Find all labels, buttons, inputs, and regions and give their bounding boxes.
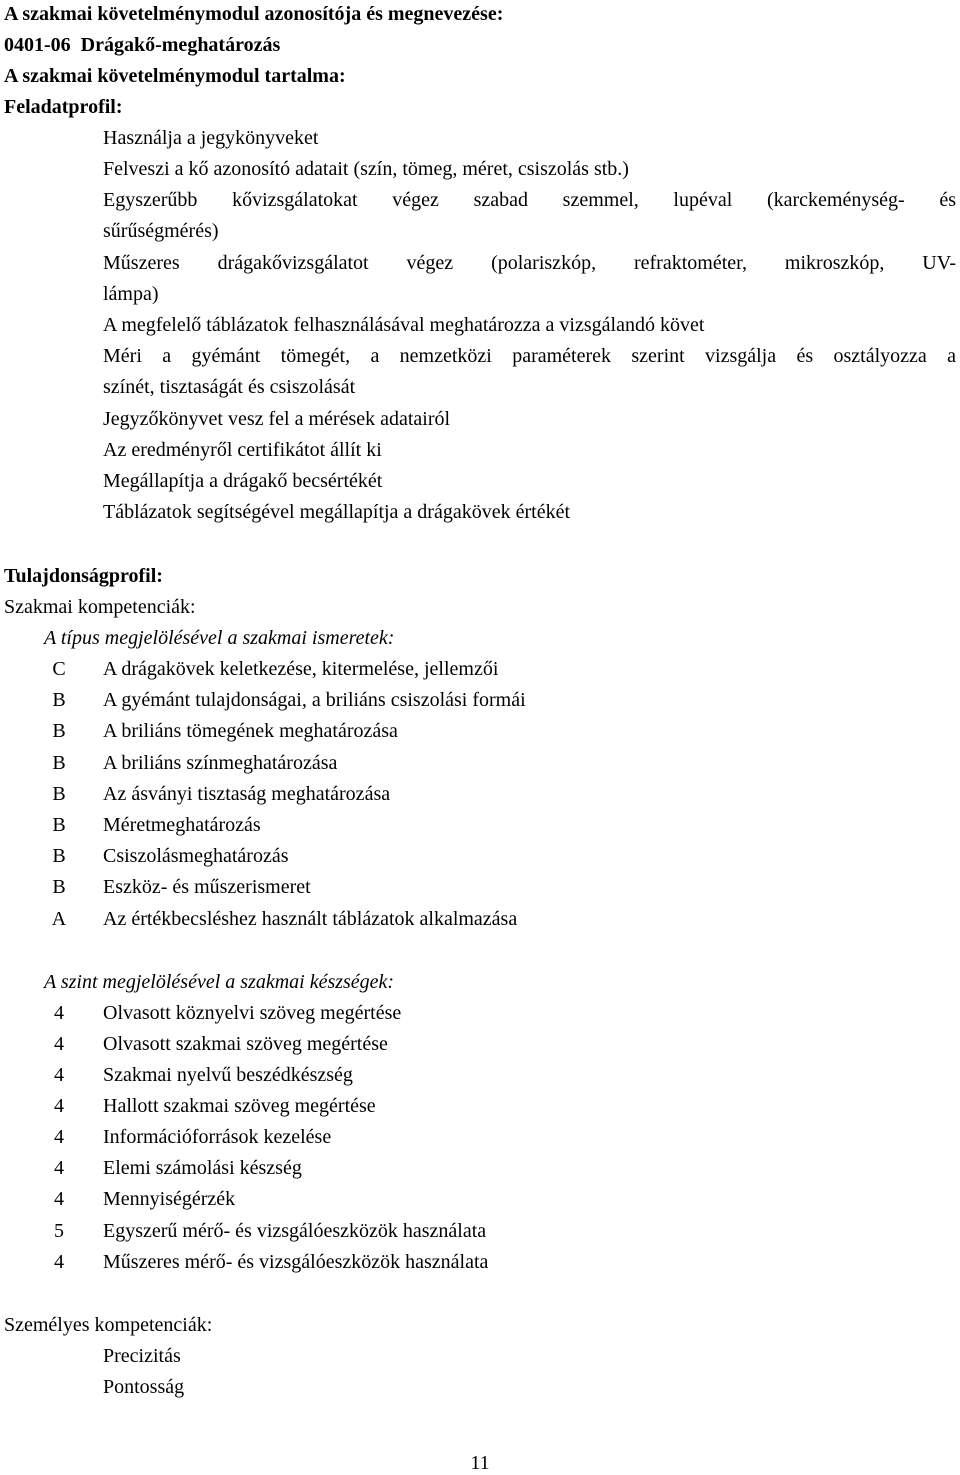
knowledge-code: A — [51, 908, 67, 930]
content-label: A szakmai követelménymodul tartalma: — [4, 65, 346, 87]
knowledge-code: B — [52, 752, 66, 774]
skill-level: 4 — [54, 1033, 64, 1055]
skill-item: Egyszerű mérő- és vizsgálóeszközök használata — [103, 1220, 487, 1242]
task-item: Használja a jegykönyveket — [103, 127, 319, 149]
skill-item: Szakmai nyelvű beszédkészség — [103, 1064, 353, 1086]
ismeretek-label: A típus megjelölésével a szakmai ismeretek: — [44, 627, 395, 649]
tulajdonsagprofil-heading: Tulajdonságprofil: — [4, 565, 163, 587]
task-item-continuation: lámpa) — [103, 283, 159, 305]
knowledge-code: C — [52, 658, 66, 680]
task-item: Jegyzőkönyvet vesz fel a mérések adatairól — [103, 408, 451, 430]
skill-item: Mennyiségérzék — [103, 1188, 236, 1210]
knowledge-code: B — [52, 814, 66, 836]
knowledge-code: B — [52, 689, 66, 711]
keszsegek-label: A szint megjelölésével a szakmai készségek: — [44, 971, 395, 993]
skill-item: Olvasott szakmai szöveg megértése — [103, 1033, 388, 1055]
personal-item: Pontosság — [103, 1376, 185, 1398]
task-item: Egyszerűbb kővizsgálatokat végez szabad szemmel, lupéval (karckeménység- és — [103, 189, 956, 211]
knowledge-item: Csiszolásmeghatározás — [103, 845, 289, 867]
module-id-line — [4, 33, 280, 57]
skill-item: Műszeres mérő- és vizsgálóeszközök használata — [103, 1251, 489, 1273]
knowledge-code: B — [52, 720, 66, 742]
knowledge-code: B — [52, 876, 66, 898]
knowledge-item: A drágakövek keletkezése, kitermelése, jellemzői — [103, 658, 499, 680]
skill-level: 4 — [54, 1064, 64, 1086]
task-item-continuation: sűrűségmérés) — [103, 220, 219, 242]
szakmai-kompetenciak-label: Szakmai kompetenciák: — [4, 596, 196, 618]
knowledge-code: B — [52, 783, 66, 805]
module-name: Drágakő-meghatározás — [80, 34, 281, 56]
task-item: Megállapítja a drágakő becsértékét — [103, 470, 383, 492]
task-item-continuation: színét, tisztaságát és csiszolását — [103, 376, 356, 398]
task-item: Az eredményről certifikátot állít ki — [103, 439, 382, 461]
knowledge-item: Az ásványi tisztaság meghatározása — [103, 783, 391, 805]
personal-item: Precizitás — [103, 1345, 181, 1367]
knowledge-item: A briliáns színmeghatározása — [103, 752, 338, 774]
knowledge-item: A gyémánt tulajdonságai, a briliáns csiszolási formái — [103, 689, 526, 711]
module-label: A szakmai követelménymodul azonosítója és megnevezése: — [4, 3, 504, 25]
knowledge-item: A briliáns tömegének meghatározása — [103, 720, 398, 742]
skill-item: Olvasott köznyelvi szöveg megértése — [103, 1002, 402, 1024]
skill-level: 4 — [54, 1157, 64, 1179]
feladatprofil-heading: Feladatprofil: — [4, 96, 123, 118]
knowledge-item: Eszköz- és műszerismeret — [103, 876, 311, 898]
skill-item: Információforrások kezelése — [103, 1126, 332, 1148]
szemelyes-kompetenciak-label: Személyes kompetenciák: — [4, 1314, 213, 1336]
skill-item: Elemi számolási készség — [103, 1157, 302, 1179]
knowledge-item: Az értékbecsléshez használt táblázatok alkalmazása — [103, 908, 518, 930]
page-number: 11 — [470, 1452, 490, 1474]
module-id: 0401-06 — [4, 34, 71, 56]
knowledge-code: B — [52, 845, 66, 867]
skill-level: 4 — [54, 1251, 64, 1273]
skill-level: 5 — [54, 1220, 64, 1242]
task-item: Táblázatok segítségével megállapítja a drágakövek értékét — [103, 501, 571, 523]
skill-level: 4 — [54, 1095, 64, 1117]
task-item: Méri a gyémánt tömegét, a nemzetközi paraméterek szerint vizsgálja és osztályozza a — [103, 345, 956, 367]
task-item: A megfelelő táblázatok felhasználásával meghatározza a vizsgálandó követ — [103, 314, 705, 336]
task-item: Felveszi a kő azonosító adatait (szín, tömeg, méret, csiszolás stb.) — [103, 158, 629, 180]
knowledge-item: Méretmeghatározás — [103, 814, 261, 836]
task-item: Műszeres drágakővizsgálatot végez (polariszkóp, refraktométer, mikroszkóp, UV- — [103, 252, 956, 274]
skill-level: 4 — [54, 1002, 64, 1024]
skill-level: 4 — [54, 1126, 64, 1148]
skill-level: 4 — [54, 1188, 64, 1210]
skill-item: Hallott szakmai szöveg megértése — [103, 1095, 376, 1117]
